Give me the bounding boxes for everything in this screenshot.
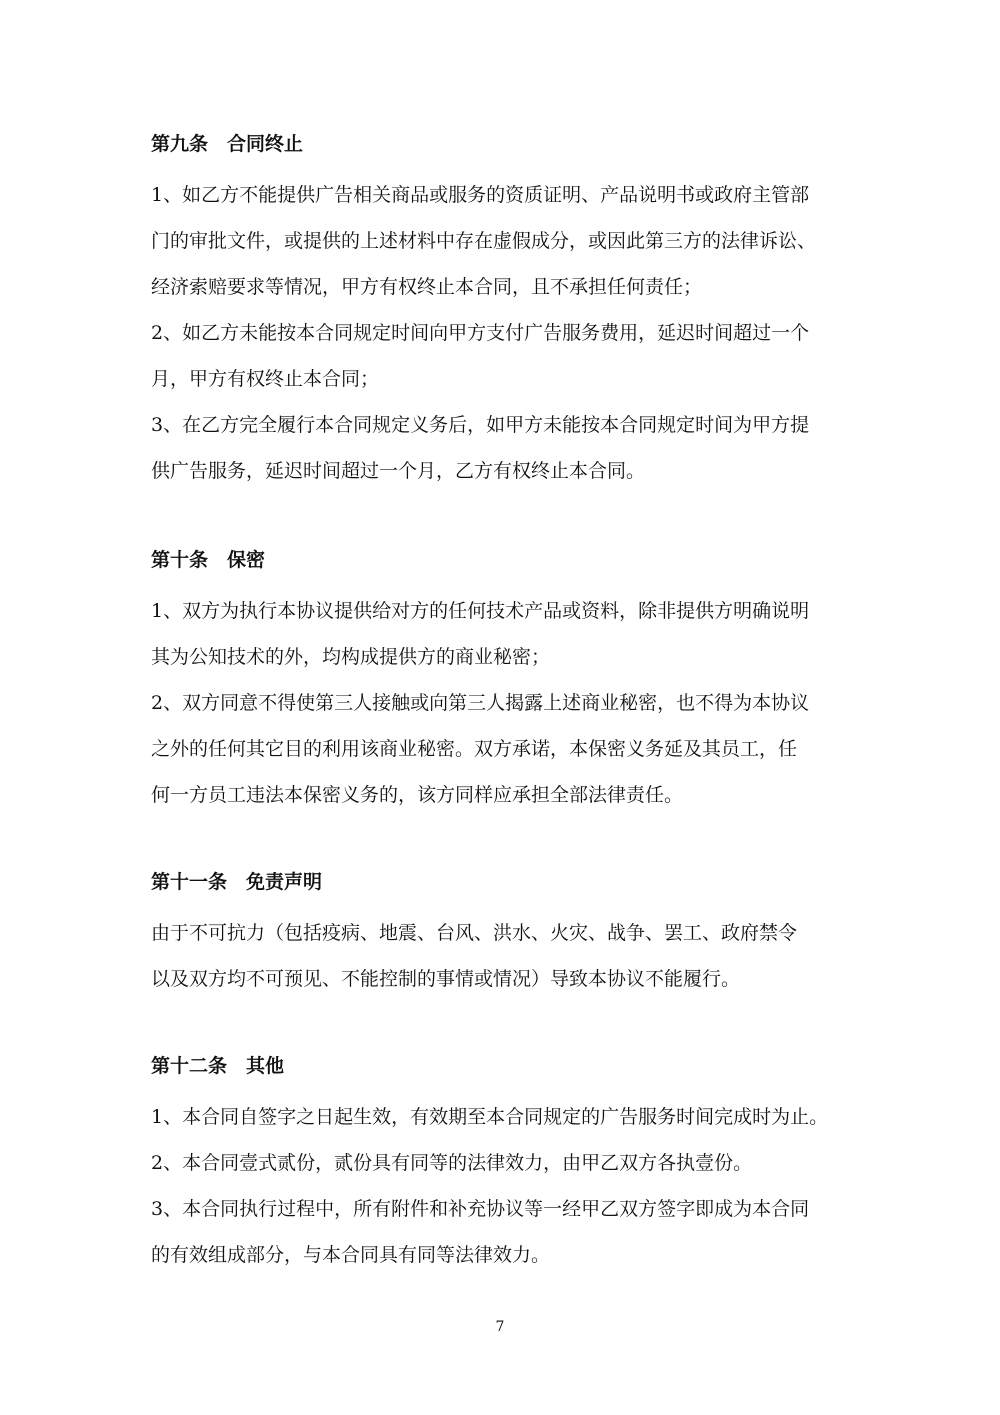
section-title: 保密: [227, 549, 266, 571]
body-line: 1、双方为执行本协议提供给对方的任何技术产品或资料，除非提供方明确说明: [151, 600, 810, 622]
body-line: 以及双方均不可预见、不能控制的事情或情况）导致本协议不能履行。: [151, 968, 741, 990]
body-line: 2、本合同壹式贰份，贰份具有同等的法律效力，由甲乙双方各执壹份。: [151, 1152, 753, 1174]
section-number: 第十条: [151, 549, 209, 571]
body-line: 月，甲方有权终止本合同；: [151, 368, 380, 390]
body-line: 门的审批文件，或提供的上述材料中存在虚假成分，或因此第三方的法律诉讼、: [151, 230, 817, 252]
body-line: 1、本合同自签字之日起生效，有效期至本合同规定的广告服务时间完成时为止。: [151, 1106, 829, 1128]
section-body: [151, 172, 871, 494]
section-disclaimer: [151, 866, 871, 1002]
body-line: 供广告服务，延迟时间超过一个月，乙方有权终止本合同。: [151, 460, 646, 482]
page-number: 7: [495, 1319, 505, 1335]
section-heading: [151, 128, 871, 160]
section-title: 其他: [246, 1055, 285, 1077]
body-line: 之外的任何其它目的利用该商业秘密。双方承诺，本保密义务延及其员工，任: [151, 738, 798, 760]
section-confidentiality: [151, 544, 871, 818]
body-line: 2、如乙方未能按本合同规定时间向甲方支付广告服务费用，延迟时间超过一个: [151, 322, 810, 344]
section-title: 免责声明: [246, 871, 323, 893]
section-body: [151, 910, 871, 1002]
section-heading: [151, 1050, 871, 1082]
section-body: [151, 1094, 871, 1278]
body-line: 经济索赔要求等情况，甲方有权终止本合同，且不承担任何责任；: [151, 276, 703, 298]
section-title: 合同终止: [227, 133, 304, 155]
section-other: [151, 1050, 871, 1278]
section-body: [151, 588, 871, 818]
body-line: 其为公知技术的外，均构成提供方的商业秘密；: [151, 646, 551, 668]
section-number: 第十一条: [151, 871, 228, 893]
section-heading: [151, 866, 871, 898]
body-line: 2、双方同意不得使第三人接触或向第三人揭露上述商业秘密，也不得为本协议: [151, 692, 810, 714]
body-line: 3、本合同执行过程中，所有附件和补充协议等一经甲乙双方签字即成为本合同: [151, 1198, 810, 1220]
section-contract-termination: [151, 128, 871, 494]
section-number: 第十二条: [151, 1055, 228, 1077]
body-line: 3、在乙方完全履行本合同规定义务后，如甲方未能按本合同规定时间为甲方提: [151, 414, 810, 436]
section-number: 第九条: [151, 133, 209, 155]
body-line: 的有效组成部分，与本合同具有同等法律效力。: [151, 1244, 551, 1266]
body-line: 由于不可抗力（包括疫病、地震、台风、洪水、火灾、战争、罢工、政府禁令: [151, 922, 798, 944]
body-line: 1、如乙方不能提供广告相关商品或服务的资质证明、产品说明书或政府主管部: [151, 184, 810, 206]
body-line: 何一方员工违法本保密义务的，该方同样应承担全部法律责任。: [151, 784, 684, 806]
section-heading: [151, 544, 871, 576]
